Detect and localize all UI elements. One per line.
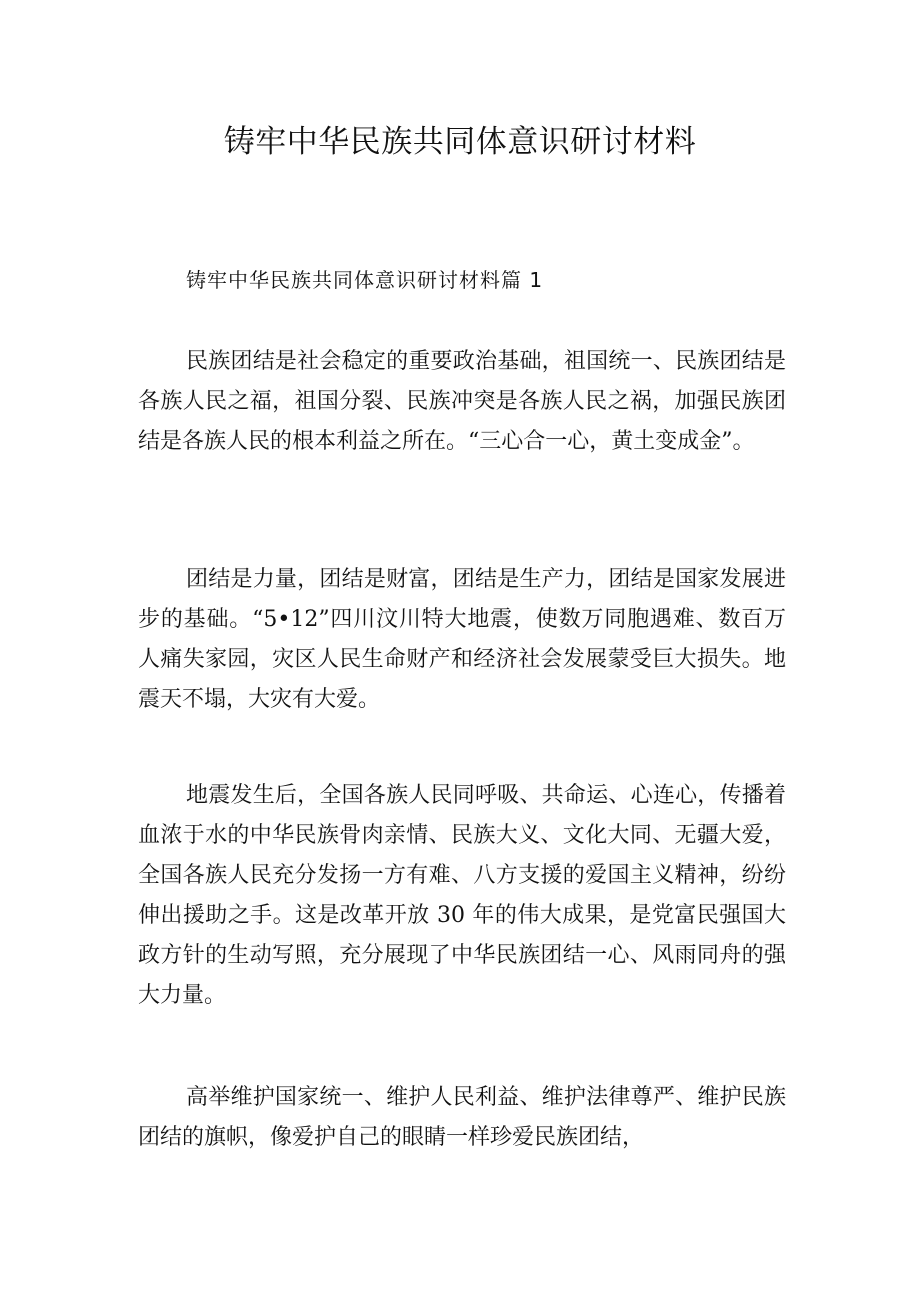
paragraph: 地震发生后，全国各族人民同呼吸、共命运、心连心，传播着血浓于水的中华民族骨肉亲情、民族大义、文化大同、无疆大爱，全国各族人民充分发扬一方有难、八方支援的爱国主义精神，纷纷伸出援助之手。这是改革开放 30 年的伟大成果，是党富民强国大政方针的生动写照，充分展现了中华民族团结一心、风雨同舟的强大力量。 [138,783,786,1008]
paragraph: 民族团结是社会稳定的重要政治基础，祖国统一、民族团结是各族人民之福，祖国分裂、民族冲突是各族人民之祸，加强民族团结是各族人民的根本利益之所在。“三心合一心，黄土变成金”。 [138,349,786,454]
document-title: 铸牢中华民族共同体意识研讨材料 [223,124,697,160]
document-subtitle: 铸牢中华民族共同体意识研讨材料篇 1 [186,268,544,292]
paragraph: 高举维护国家统一、维护人民利益、维护法律尊严、维护民族团结的旗帜，像爱护自己的眼睛一样珍爱民族团结， [138,1085,786,1150]
paragraph: 团结是力量，团结是财富，团结是生产力，团结是国家发展进步的基础。“5•12”四川汶川特大地震，使数万同胞遇难、数百万人痛失家园，灾区人民生命财产和经济社会发展蒙受巨大损失。地震天不塌，大灾有大爱。 [138,567,786,712]
